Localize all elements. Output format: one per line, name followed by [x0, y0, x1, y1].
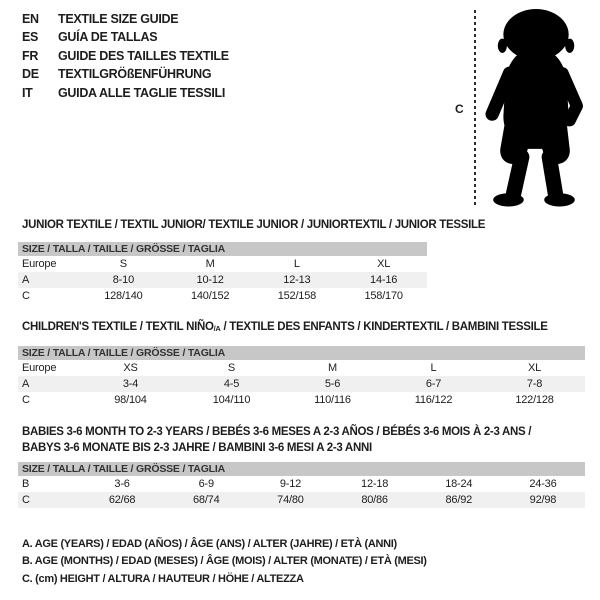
- language-row-de: [22, 65, 229, 83]
- junior-size-table: [18, 242, 427, 304]
- table-row: [18, 288, 427, 304]
- height-cell: 98/104: [114, 394, 147, 406]
- toddler-silhouette-icon: [483, 8, 587, 208]
- height-cell: 68/74: [192, 494, 220, 506]
- language-code: EN: [22, 12, 39, 26]
- height-cell: 140/152: [190, 290, 230, 302]
- size-cell: S: [119, 258, 127, 270]
- size-cell: XL: [527, 362, 542, 374]
- age-cell: 12-13: [283, 274, 311, 286]
- age-cell: 8-10: [112, 274, 134, 286]
- table-row: [18, 376, 585, 392]
- footnote-b: B. AGE (MONTHS) / EDAD (MESES) / ÂGE (MOIS) / ALTER (MONATE) / ETÀ (MESI): [22, 555, 427, 568]
- size-cell: M: [205, 258, 215, 270]
- row-label: C: [22, 494, 30, 506]
- row-label: A: [22, 378, 30, 390]
- babies-title-line1: BABIES 3-6 MONTH TO 2-3 YEARS / BEBÉS 3-6 MESES A 2-3 AÑOS / BÉBÉS 3-6 MOIS À 2-3 ANS /: [22, 426, 532, 438]
- language-row-es: [22, 28, 229, 46]
- height-cell: 80/86: [361, 494, 388, 506]
- children-section-title: [22, 321, 548, 333]
- height-cell: 158/170: [364, 290, 403, 302]
- age-cell: 7-8: [526, 378, 543, 390]
- height-cell: 62/68: [108, 494, 136, 506]
- junior-section-title: JUNIOR TEXTILE / TEXTIL JUNIOR/ TEXTILE JUNIOR / JUNIORTEXTIL / JUNIOR TESSILE: [22, 219, 486, 231]
- language-code: DE: [22, 67, 39, 82]
- size-cell: L: [293, 258, 300, 270]
- size-header-bar: SIZE / TALLA / TAILLE / GRÖSSE / TAGLIA: [18, 242, 427, 256]
- height-cell: 86/92: [445, 494, 473, 506]
- size-header-bar: SIZE / TALLA / TAILLE / GRÖSSE / TAGLIA: [18, 346, 585, 360]
- language-title: TEXTILGRÖßENFÜHRUNG: [58, 67, 212, 82]
- table-row: [18, 476, 585, 492]
- height-cell: 74/80: [277, 494, 304, 506]
- height-cell: 110/116: [314, 394, 351, 406]
- age-cell: 6-7: [425, 378, 442, 390]
- language-title: TEXTILE SIZE GUIDE: [58, 12, 179, 26]
- height-cell: 152/158: [277, 290, 317, 302]
- height-measure-dotted-line: [474, 10, 476, 208]
- age-cell: 3-4: [122, 378, 139, 390]
- size-cell: XS: [123, 362, 138, 374]
- children-size-table: [18, 346, 585, 408]
- size-cell: M: [328, 362, 337, 374]
- footnote-a: A. AGE (YEARS) / EDAD (AÑOS) / ÂGE (ANS) / ALTER (JAHRE) / ETÀ (ANNI): [22, 538, 397, 550]
- children-title-subscript: /A: [213, 324, 221, 333]
- language-row-en: [22, 10, 229, 28]
- age-cell: 6-9: [198, 478, 214, 490]
- table-row: [18, 256, 427, 272]
- table-row: [18, 492, 585, 508]
- height-cell: 116/122: [414, 394, 453, 406]
- language-title: GUIDE DES TAILLES TEXTILE: [58, 48, 229, 63]
- row-label: C: [22, 394, 30, 406]
- age-cell: 3-6: [114, 478, 130, 490]
- language-code: ES: [22, 30, 39, 45]
- age-cell: 24-36: [529, 478, 557, 490]
- language-code: FR: [22, 48, 39, 63]
- language-title: GUIDA ALLE TAGLIE TESSILI: [58, 85, 226, 100]
- babies-section-title: [22, 424, 531, 456]
- age-cell: 9-12: [279, 478, 302, 490]
- height-measure-label: C: [455, 102, 464, 116]
- table-row: [18, 392, 585, 408]
- size-cell: L: [430, 362, 437, 374]
- age-cell: 10-12: [196, 274, 224, 286]
- footnote-c: C. (cm) HEIGHT / ALTURA / HAUTEUR / HÖHE / ALTEZZA: [22, 572, 304, 585]
- babies-title-line2: BABYS 3-6 MONATE BIS 2-3 JAHRE / BAMBINI 3-6 MESI A 2-3 ANNI: [22, 442, 372, 454]
- language-title: GUÍA DE TALLAS: [58, 30, 158, 45]
- height-cell: 122/128: [515, 394, 554, 406]
- row-label: Europe: [22, 362, 57, 374]
- footnote-legend: [22, 536, 427, 588]
- children-title-rest: / TEXTILE DES ENFANTS / KINDERTEXTIL / BAMBINI TESSILE: [220, 321, 548, 333]
- babies-size-table: [18, 462, 585, 508]
- language-row-fr: [22, 47, 229, 65]
- height-cell: 128/140: [104, 290, 143, 302]
- age-cell: 18-24: [445, 478, 473, 490]
- height-cell: 104/110: [212, 394, 251, 406]
- table-row: [18, 360, 585, 376]
- size-header-bar: SIZE / TALLA / TAILLE / GRÖSSE / TAGLIA: [18, 462, 585, 476]
- row-label: A: [22, 274, 30, 286]
- row-label: B: [22, 478, 30, 490]
- age-cell: 12-18: [361, 478, 389, 490]
- row-label: Europe: [22, 258, 57, 270]
- row-label: C: [22, 290, 30, 302]
- size-cell: S: [227, 362, 236, 374]
- table-row: [18, 272, 427, 288]
- language-code: IT: [22, 85, 33, 100]
- height-cell: 92/98: [529, 494, 557, 506]
- children-title-main: CHILDREN'S TEXTILE / TEXTIL NIÑO: [22, 321, 214, 333]
- language-title-list: [22, 10, 229, 102]
- age-cell: 4-5: [223, 378, 240, 390]
- age-cell: 5-6: [324, 378, 341, 390]
- language-row-it: [22, 84, 229, 102]
- age-cell: 14-16: [370, 274, 398, 286]
- size-cell: XL: [377, 258, 391, 270]
